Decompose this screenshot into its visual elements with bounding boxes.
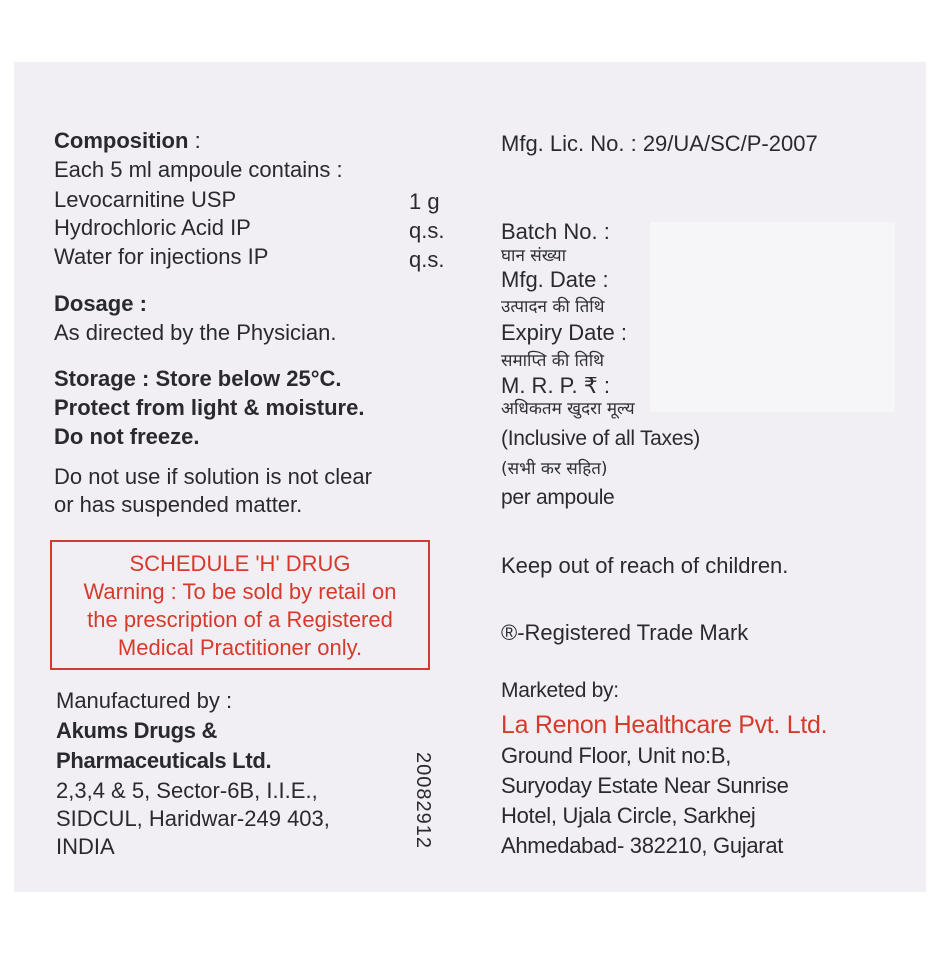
composition-heading-text: Composition: [54, 128, 189, 153]
manufacturer-name: Pharmaceuticals Ltd.: [56, 748, 272, 773]
schedule-h-warning-box: [50, 540, 430, 670]
storage-line: Protect from light & moisture.: [54, 395, 365, 420]
storage-line: Do not freeze.: [54, 424, 200, 449]
ingredient-name: Hydrochloric Acid IP: [54, 215, 251, 240]
mfg-date-label: Mfg. Date :: [501, 267, 609, 292]
caution-line: Do not use if solution is not clear: [54, 464, 372, 489]
marketer-address: Ground Floor, Unit no:B,: [501, 743, 732, 768]
storage-line: Storage : Store below 25°C.: [54, 366, 342, 391]
ingredient-name: Water for injections IP: [54, 244, 269, 269]
composition-subheading: Each 5 ml ampoule contains :: [54, 157, 343, 182]
schedule-warning-line: Medical Practitioner only.: [117, 635, 363, 660]
expiry-date-label: Expiry Date :: [501, 320, 627, 345]
marketer-address: Suryoday Estate Near Sunrise: [501, 773, 789, 798]
schedule-warning-line: the prescription of a Registered: [87, 607, 393, 632]
expiry-date-hindi: समाप्ति की तिथि: [501, 351, 605, 371]
manufacturer-address: SIDCUL, Haridwar-249 403,: [56, 806, 330, 831]
schedule-title: SCHEDULE 'H' DRUG: [129, 551, 351, 576]
ingredient-qty: 1 g: [409, 189, 440, 214]
tax-note: (Inclusive of all Taxes): [501, 427, 700, 450]
per-ampoule: per ampoule: [501, 486, 615, 509]
dosage-heading: Dosage :: [54, 291, 147, 316]
batch-label-hindi: घान संख्या: [501, 246, 566, 266]
manufacturer-code: 20082912: [412, 752, 434, 849]
marketer-address: Hotel, Ujala Circle, Sarkhej: [501, 803, 756, 828]
manufacturer-country: INDIA: [56, 834, 115, 859]
blank-print-area: [650, 222, 895, 412]
trademark-note: ®-Registered Trade Mark: [501, 620, 749, 645]
batch-label: Batch No. :: [501, 219, 610, 244]
manufacturer-label: Manufactured by :: [56, 688, 233, 713]
marketer-address: Ahmedabad- 382210, Gujarat: [501, 833, 784, 858]
mrp-hindi: अधिकतम खुदरा मूल्य: [501, 399, 635, 419]
mfg-date-hindi: उत्पादन की तिथि: [501, 297, 605, 317]
children-warning: Keep out of reach of children.: [501, 553, 789, 578]
manufacturer-name: Akums Drugs &: [56, 718, 218, 743]
manufacturer-address: 2,3,4 & 5, Sector-6B, I.I.E.,: [56, 778, 318, 803]
marketer-name: La Renon Healthcare Pvt. Ltd.: [501, 711, 828, 739]
license-number: Mfg. Lic. No. : 29/UA/SC/P-2007: [501, 131, 818, 156]
marketer-label: Marketed by:: [501, 679, 619, 702]
ingredient-qty: q.s.: [409, 247, 445, 272]
composition-heading: [54, 128, 201, 154]
composition-colon: :: [194, 128, 201, 153]
dosage-text: As directed by the Physician.: [54, 320, 337, 345]
caution-line: or has suspended matter.: [54, 492, 303, 517]
schedule-warning-line: Warning : To be sold by retail on: [83, 579, 397, 604]
ingredient-name: Levocarnitine USP: [54, 187, 237, 212]
mrp-label: M. R. P. ₹ :: [501, 373, 610, 398]
tax-note-hindi: (सभी कर सहित): [501, 459, 608, 479]
ingredient-qty: q.s.: [409, 218, 445, 243]
